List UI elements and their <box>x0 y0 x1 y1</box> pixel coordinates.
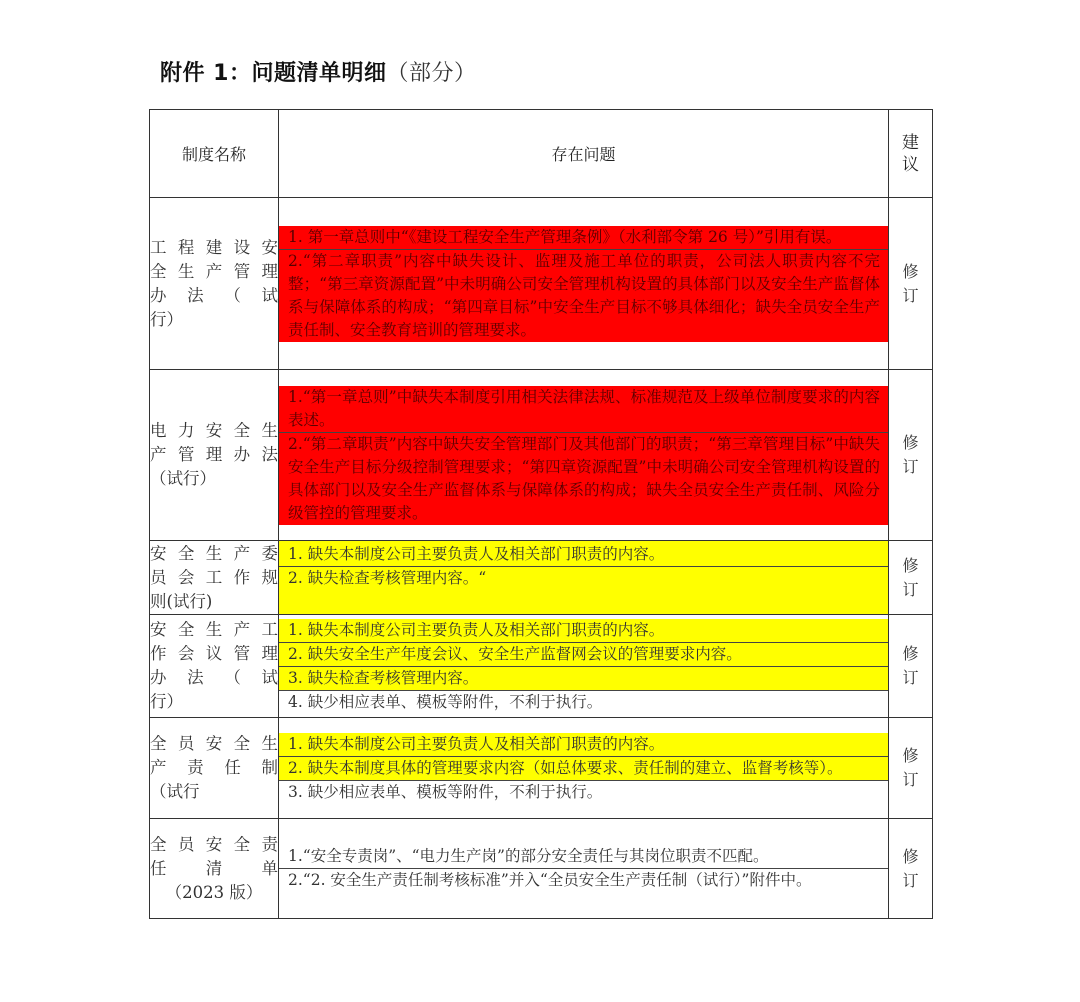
issues-cell <box>279 198 889 370</box>
title-suffix: （部分） <box>386 61 477 86</box>
regulation-name: 安全生产工 作会议管理 办法（试 行） <box>150 615 279 718</box>
suggestion-cell: 修 订 <box>889 615 933 718</box>
suggestion-cell: 修 订 <box>889 198 933 370</box>
issue-item: 2. 缺失本制度具体的管理要求内容（如总体要求、责任制的建立、监督考核等）。 <box>279 757 888 781</box>
issue-item: 3. 缺失检查考核管理内容。 <box>279 667 888 691</box>
table-row <box>150 198 933 370</box>
table-header-row <box>150 110 933 198</box>
issues-cell <box>279 370 889 541</box>
issue-item: 2.“第二章职责”内容中缺失设计、监理及施工单位的职责，公司法人职责内容不完整；“第三章资源配置”中未明确公司安全管理机构设置的具体部门以及安全生产监督体系与保障体系的构成；“第四章目标”中安全生产目标不够具体细化；缺失全员安全生产责任制、安全教育培训的管理要求。 <box>279 250 888 342</box>
issue-item: 1. 第一章总则中“《建设工程安全生产管理条例》（水利部令第 26 号）”引用有误。 <box>279 226 888 250</box>
issues-cell <box>279 718 889 819</box>
issue-item: 1. 缺失本制度公司主要负责人及相关部门职责的内容。 <box>279 619 888 643</box>
issue-item: 4. 缺少相应表单、模板等附件，不利于执行。 <box>279 691 888 714</box>
suggestion-cell: 修 订 <box>889 541 933 615</box>
issue-item: 1. 缺失本制度公司主要负责人及相关部门职责的内容。 <box>279 543 888 567</box>
title-main: 附件 1：问题清单明细 <box>160 61 387 86</box>
issue-item: 2. 缺失安全生产年度会议、安全生产监督网会议的管理要求内容。 <box>279 643 888 667</box>
header-regulation-name: 制度名称 <box>150 110 279 198</box>
regulation-name: 全员安全责 任清单 （2023 版） <box>150 819 279 919</box>
table-row <box>150 819 933 919</box>
table-row <box>150 718 933 819</box>
issues-cell <box>279 541 889 615</box>
table-row <box>150 370 933 541</box>
issue-item: 1.“第一章总则”中缺失本制度引用相关法律法规、标准规范及上级单位制度要求的内容表述。 <box>279 386 888 433</box>
issues-cell <box>279 615 889 718</box>
regulation-name: 电力安全生 产管理办法 （试行） <box>150 370 279 541</box>
issue-item: 1. 缺失本制度公司主要负责人及相关部门职责的内容。 <box>279 733 888 757</box>
table-row <box>150 541 933 615</box>
regulation-name: 全员安全生 产责任制 （试行 <box>150 718 279 819</box>
header-suggestion: 建 议 <box>889 110 933 198</box>
issue-item: 2. 缺失检查考核管理内容。“ <box>279 567 888 613</box>
suggestion-cell: 修 订 <box>889 819 933 919</box>
issue-item: 2.“第二章职责”内容中缺失安全管理部门及其他部门的职责；“第三章管理目标”中缺失安全生产目标分级控制管理要求；“第四章资源配置”中未明确公司安全管理机构设置的具体部门以及安全生产监督体系与保障体系的构成；缺失全员安全生产责任制、风险分级管控的管理要求。 <box>279 433 888 525</box>
regulation-name: 工程建设安 全生产管理 办法（试 行） <box>150 198 279 370</box>
page-title <box>160 56 476 87</box>
issue-item: 3. 缺少相应表单、模板等附件，不利于执行。 <box>279 781 888 804</box>
regulation-name: 安全生产委 员会工作规 则(试行) <box>150 541 279 615</box>
suggestion-cell: 修 订 <box>889 370 933 541</box>
header-existing-issues: 存在问题 <box>279 110 889 198</box>
issue-item: 2.“2. 安全生产责任制考核标准”并入“全员安全生产责任制（试行）”附件中。 <box>279 869 888 892</box>
issue-list-table <box>149 109 933 919</box>
issues-cell <box>279 819 889 919</box>
table-row <box>150 615 933 718</box>
suggestion-cell: 修 订 <box>889 718 933 819</box>
issue-item: 1.“安全专责岗”、“电力生产岗”的部分安全责任与其岗位职责不匹配。 <box>279 845 888 869</box>
